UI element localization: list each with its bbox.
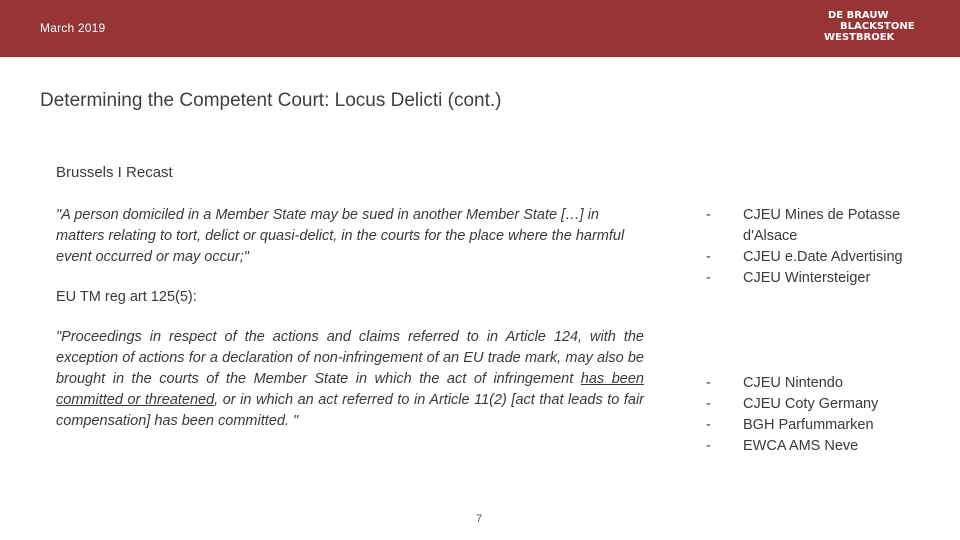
slide-subtitle: Brussels I Recast: [56, 164, 173, 181]
eutm-quote-part-1: "Proceedings in respect of the actions and claims referred to in Article 124, with the exception of actions for a declaration of non-infringement of an EU trade mark, may also be brought in the courts of the Member State in which the act of infringement: [56, 329, 644, 387]
logo-line-2: BLACKSTONE: [840, 21, 915, 32]
case-item: [706, 247, 916, 268]
bullet-dash: -: [706, 249, 711, 265]
eutm-quote: [56, 327, 644, 432]
logo-line-1: DE BRAUW: [828, 10, 889, 21]
case-item: [706, 394, 916, 415]
slide-title: Determining the Competent Court: Locus Delicti (cont.): [40, 90, 502, 111]
eutm-quote-part-2: , or in which an act referred to in Article 11(2) [act that leads to fair compensation] has been committed. ": [56, 392, 644, 429]
case-name: EWCA AMS Neve: [743, 438, 859, 454]
header-bar: [0, 0, 960, 57]
case-item: [706, 205, 916, 247]
case-list-top: [706, 205, 916, 289]
case-item: [706, 268, 916, 289]
left-column: [56, 205, 644, 432]
firm-logo: [824, 10, 924, 46]
bullet-dash: -: [706, 270, 711, 286]
logo-line-3: WESTBROEK: [824, 32, 895, 43]
case-list-bottom: [706, 373, 916, 457]
case-name: BGH Parfummarken: [743, 417, 874, 433]
bullet-dash: -: [706, 438, 711, 454]
bullet-dash: -: [706, 375, 711, 391]
case-item: [706, 436, 916, 457]
case-name: CJEU Mines de Potasse d'Alsace: [743, 207, 901, 244]
case-name: CJEU Wintersteiger: [743, 270, 871, 286]
eutm-quote-underlined: has been committed or threatened: [56, 371, 644, 408]
page-number: 7: [476, 513, 483, 525]
bullet-dash: -: [706, 396, 711, 412]
case-name: CJEU Nintendo: [743, 375, 843, 391]
bullet-dash: -: [706, 207, 711, 223]
header-date: March 2019: [40, 21, 106, 35]
case-name: CJEU e.Date Advertising: [743, 249, 903, 265]
case-name: CJEU Coty Germany: [743, 396, 879, 412]
bullet-dash: -: [706, 417, 711, 433]
case-item: [706, 373, 916, 394]
brussels-quote: "A person domiciled in a Member State may be sued in another Member State […] in matters relating to tort, delict or quasi-delict, in the courts for the place where the harmful event occurred or may occur;": [56, 207, 625, 265]
reg-label: EU TM reg art 125(5):: [56, 289, 197, 305]
case-item: [706, 415, 916, 436]
